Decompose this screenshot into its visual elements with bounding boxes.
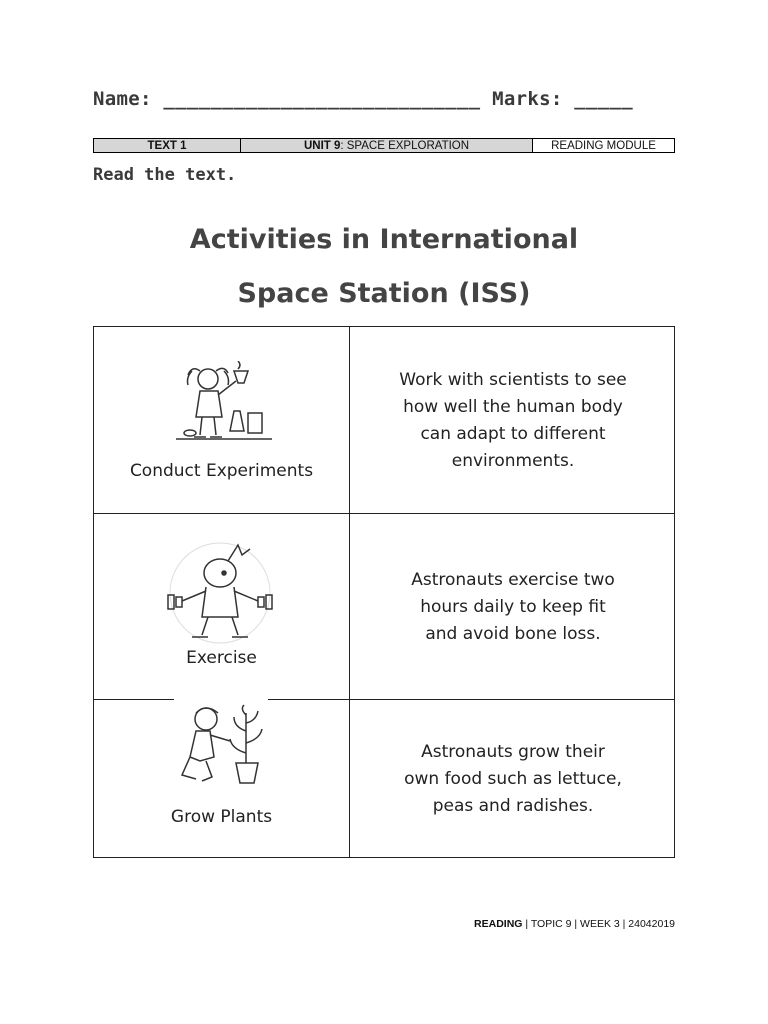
header-unit-bold: UNIT 9 xyxy=(303,139,341,152)
desc-line: hours daily to keep fit xyxy=(420,597,606,617)
activity-desc-exercise xyxy=(350,567,676,648)
row-divider-2a xyxy=(94,699,174,700)
row-divider-1 xyxy=(94,513,674,514)
activity-desc-experiments xyxy=(350,367,676,475)
header-bar xyxy=(93,138,675,153)
header-unit xyxy=(241,139,533,152)
desc-line: peas and radishes. xyxy=(432,796,594,816)
footer-bold: READING xyxy=(474,918,523,930)
activity-label-exercise: Exercise xyxy=(186,648,257,668)
activity-desc-plants xyxy=(350,739,676,820)
page-title-line1: Activities in International xyxy=(189,224,579,255)
desc-line: and avoid bone loss. xyxy=(425,624,601,644)
activity-label-plants: Grow Plants xyxy=(170,807,273,827)
page-title-line2: Space Station (ISS) xyxy=(237,278,531,309)
dumbbell-exercise-icon xyxy=(162,539,278,645)
desc-line: how well the human body xyxy=(403,397,623,417)
scientist-experiment-icon xyxy=(176,361,272,445)
header-text-label: TEXT 1 xyxy=(94,139,241,152)
desc-line: can adapt to different xyxy=(420,424,606,444)
row-divider-2b xyxy=(268,699,674,700)
footer-rest: | TOPIC 9 | WEEK 3 | 24042019 xyxy=(522,918,675,930)
desc-line: own food such as lettuce, xyxy=(404,769,622,789)
name-marks-line: Name: ___________________________ Marks: _____ xyxy=(93,88,633,110)
desc-line: environments. xyxy=(451,451,575,471)
desc-line: Astronauts exercise two xyxy=(411,570,615,590)
activity-label-experiments: Conduct Experiments xyxy=(129,461,314,481)
page-footer xyxy=(474,918,675,930)
desc-line: Work with scientists to see xyxy=(399,370,627,390)
activities-table xyxy=(93,326,675,858)
header-unit-rest: : SPACE EXPLORATION xyxy=(340,139,470,152)
instruction: Read the text. xyxy=(93,165,237,185)
header-module: READING MODULE xyxy=(533,139,674,152)
desc-line: Astronauts grow their xyxy=(421,742,605,762)
child-plant-icon xyxy=(176,703,272,791)
